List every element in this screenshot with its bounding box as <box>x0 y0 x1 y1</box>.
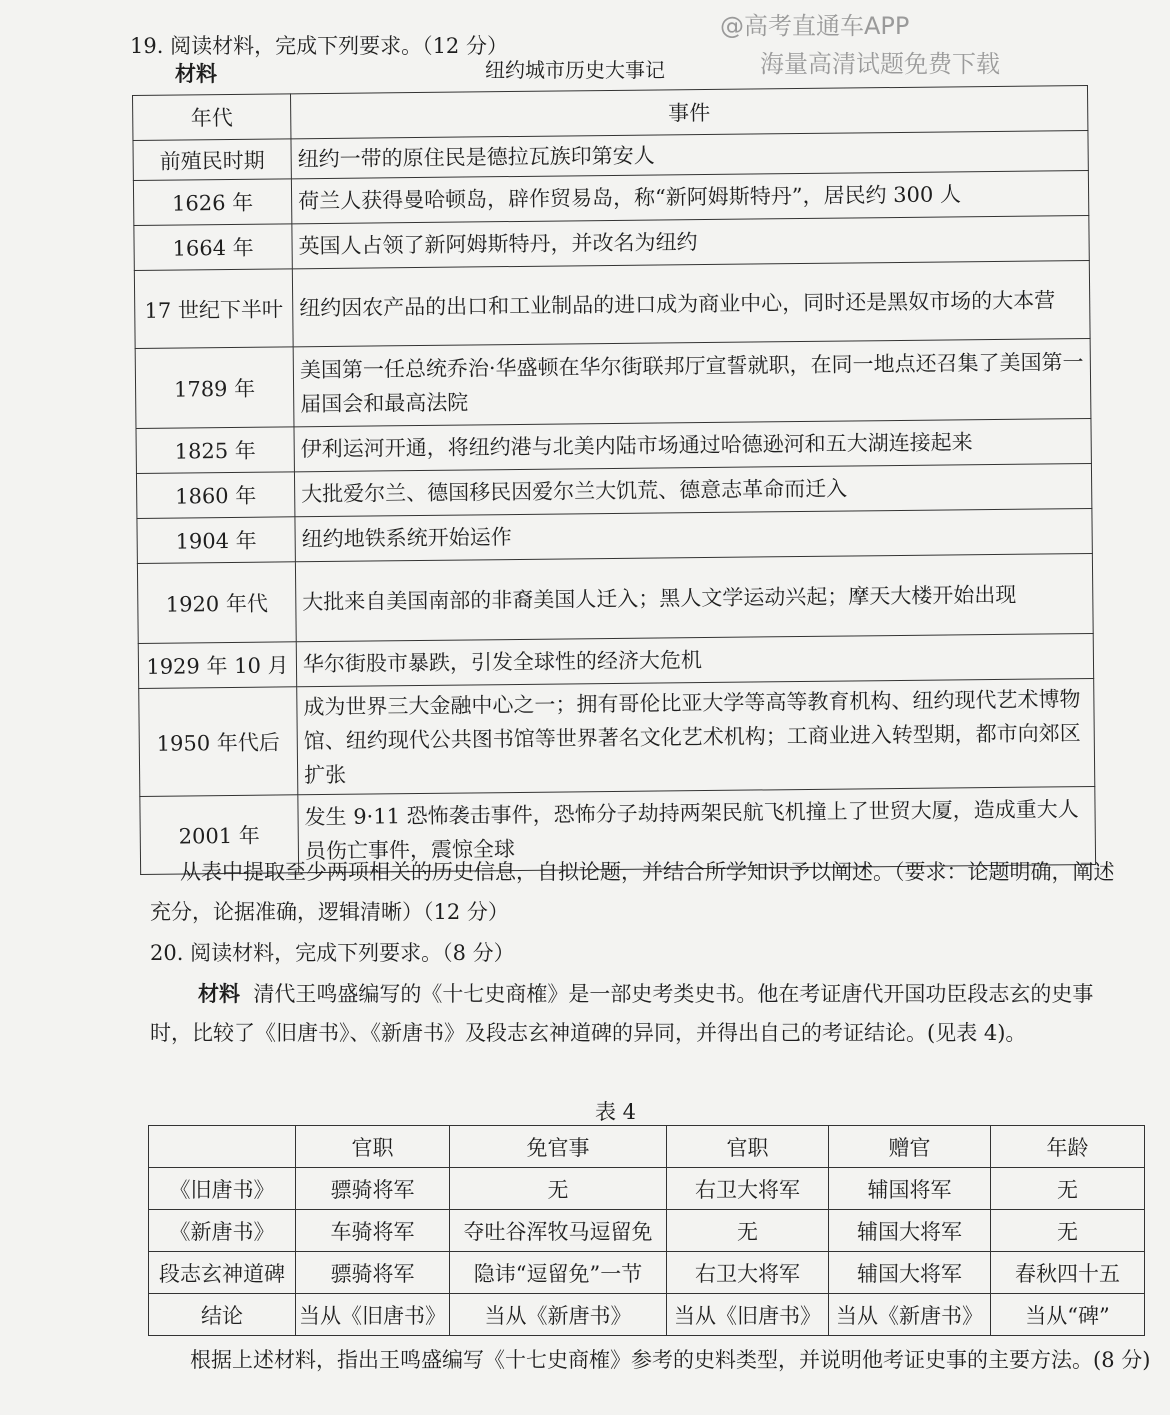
row-event: 伊利运河开通，将纽约港与北美内陆市场通过哈德逊河和五大湖连接起来 <box>294 418 1091 471</box>
cell: 骠骑将军 <box>296 1252 450 1294</box>
q19-heading: 19. 阅读材料，完成下列要求。（12 分） <box>130 34 508 58</box>
q20-material-text: 清代王鸣盛编写的《十七史商榷》是一部史考类史书。他在考证唐代开国功臣段志玄的史事时，比较了《旧唐书》、《新唐书》及段志玄神道碑的异同，并得出自己的考证结论。(见表 4)。 <box>150 982 1094 1045</box>
row-event: 发生 9·11 恐怖袭击事件，恐怖分子劫持两架民航飞机撞上了世贸大厦，造成重大人员伤亡事件，震惊全球 <box>298 786 1096 872</box>
row-year: 2001 年 <box>140 795 299 875</box>
table-row <box>149 1168 1145 1210</box>
cell: 右卫大将军 <box>667 1168 829 1210</box>
col-header <box>149 1126 296 1168</box>
row-event: 华尔街股市暴跌，引发全球性的经济大危机 <box>296 633 1093 686</box>
row-year: 前殖民时期 <box>133 139 291 181</box>
watermark: 海量高清试题免费下载 <box>760 50 1000 78</box>
row-year: 1904 年 <box>137 517 295 564</box>
row-event: 纽约地铁系统开始运作 <box>295 508 1092 561</box>
cell: 右卫大将军 <box>667 1252 829 1294</box>
row-event: 大批来自美国南部的非裔美国人迁入；黑人文学运动兴起；摩天大楼开始出现 <box>295 553 1093 641</box>
col-header: 免官事 <box>450 1126 667 1168</box>
row-year: 1950 年代后 <box>139 687 298 797</box>
cell: 段志玄神道碑 <box>149 1252 296 1294</box>
q19-question: 从表中提取至少两项相关的历史信息，自拟论题，并结合所学知识予以阐述。（要求：论题明确，阐述充分，论据准确，逻辑清晰）（12 分） <box>150 860 1115 924</box>
cell: 当从《新唐书》 <box>829 1294 991 1336</box>
q20-heading: 20. 阅读材料，完成下列要求。（8 分） <box>150 941 515 965</box>
row-event: 成为世界三大金融中心之一；拥有哥伦比亚大学等高等教育机构、纽约现代艺术博物馆、纽约现代公共图书馆等世界著名文化艺术机构；工商业进入转型期，都市向郊区扩张 <box>297 678 1095 794</box>
cell: 《旧唐书》 <box>149 1168 296 1210</box>
table-row <box>149 1294 1145 1336</box>
q20-question: 根据上述材料，指出王鸣盛编写《十七史商榷》参考的史料类型，并说明他考证史事的主要方法。(8 分) <box>190 1348 1151 1372</box>
row-event: 荷兰人获得曼哈顿岛，辟作贸易岛，称“新阿姆斯特丹”，居民约 300 人 <box>291 170 1088 223</box>
row-event: 大批爱尔兰、德国移民因爱尔兰大饥荒、德意志革命而迁入 <box>294 463 1091 516</box>
q20-table-title: 表 4 <box>595 1100 637 1124</box>
cell: 辅国大将军 <box>829 1252 991 1294</box>
table-row <box>149 1210 1145 1252</box>
row-year: 1860 年 <box>136 472 294 519</box>
watermark: @高考直通车APP <box>720 12 910 40</box>
q20-material <box>150 974 1135 1053</box>
row-year: 1664 年 <box>134 224 292 271</box>
cell: 结论 <box>149 1294 296 1336</box>
cell: 当从《新唐书》 <box>450 1294 667 1336</box>
row-year: 1626 年 <box>133 179 291 226</box>
cell: 《新唐书》 <box>149 1210 296 1252</box>
q19-material-label: 材料 <box>175 61 217 86</box>
row-event: 纽约一带的原住民是德拉瓦族印第安人 <box>291 130 1088 178</box>
cell: 骠骑将军 <box>296 1168 450 1210</box>
cell: 夺吐谷浑牧马逗留免 <box>450 1210 667 1252</box>
nyc-history-table <box>132 85 1096 875</box>
comparison-table <box>148 1125 1145 1336</box>
col-header: 官职 <box>667 1126 829 1168</box>
cell: 无 <box>991 1168 1145 1210</box>
cell: 隐讳“逗留免”一节 <box>450 1252 667 1294</box>
cell: 无 <box>450 1168 667 1210</box>
cell: 辅国将军 <box>829 1168 991 1210</box>
col-header-year: 年代 <box>133 94 291 141</box>
row-year: 1929 年 10 月 <box>138 642 296 689</box>
cell: 春秋四十五 <box>991 1252 1145 1294</box>
cell: 当从《旧唐书》 <box>667 1294 829 1336</box>
table-row <box>149 1252 1145 1294</box>
row-event: 纽约因农产品的出口和工业制品的进口成为商业中心，同时还是黑奴市场的大本营 <box>292 260 1090 346</box>
q19-table-title: 纽约城市历史大事记 <box>485 58 665 82</box>
cell: 无 <box>667 1210 829 1252</box>
row-event: 英国人占领了新阿姆斯特丹，并改名为纽约 <box>292 215 1089 268</box>
row-event: 美国第一任总统乔治·华盛顿在华尔街联邦厅宣誓就职，在同一地点还召集了美国第一届国会和最高法院 <box>293 338 1091 426</box>
cell: 当从《旧唐书》 <box>296 1294 450 1336</box>
col-header: 赠官 <box>829 1126 991 1168</box>
row-year: 1789 年 <box>135 347 294 429</box>
row-year: 17 世纪下半叶 <box>134 269 293 349</box>
cell: 辅国大将军 <box>829 1210 991 1252</box>
row-year: 1825 年 <box>136 427 294 474</box>
col-header-event: 事件 <box>290 85 1087 138</box>
q20-material-label: 材料 <box>198 981 240 1006</box>
cell: 无 <box>991 1210 1145 1252</box>
row-year: 1920 年代 <box>137 562 296 644</box>
col-header: 年龄 <box>991 1126 1145 1168</box>
cell: 当从“碑” <box>991 1294 1145 1336</box>
cell: 车骑将军 <box>296 1210 450 1252</box>
col-header: 官职 <box>296 1126 450 1168</box>
